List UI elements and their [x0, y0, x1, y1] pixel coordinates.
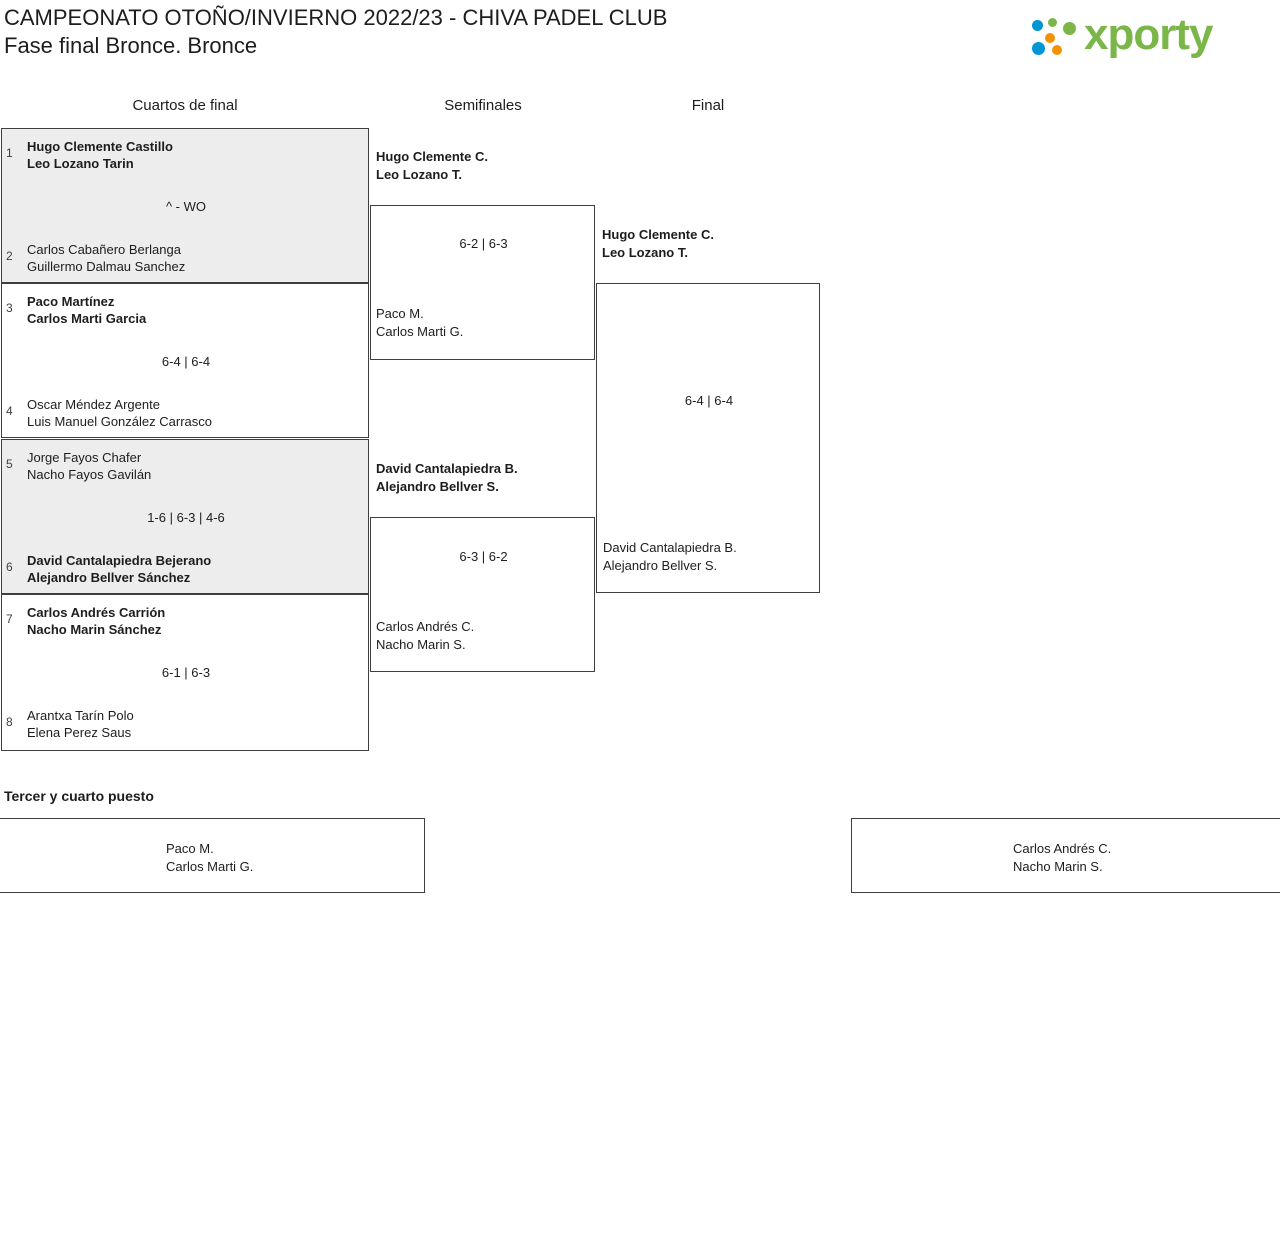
- team-player: Leo Lozano Tarin: [27, 156, 134, 171]
- seed-number: 8: [6, 715, 13, 729]
- seed-number: 5: [6, 457, 13, 471]
- team-player: Leo Lozano T.: [376, 167, 462, 182]
- team-player: Paco M.: [166, 841, 214, 856]
- team-player: Paco M.: [376, 306, 424, 321]
- title-block: [4, 4, 667, 60]
- xporty-logo[interactable]: [1032, 8, 1262, 68]
- team-player: Nacho Marin S.: [376, 637, 466, 652]
- team-player: Carlos Andrés C.: [376, 619, 475, 634]
- page-title: CAMPEONATO OTOÑO/INVIERNO 2022/23 - CHIVA PADEL CLUB: [4, 5, 668, 30]
- logo-text: xporty: [1084, 10, 1213, 59]
- seed-number: 1: [6, 146, 13, 160]
- team-player: Jorge Fayos Chafer: [27, 450, 142, 465]
- match-score: 6-4 | 6-4: [161, 354, 211, 369]
- team-player: Leo Lozano T.: [602, 245, 688, 260]
- match-score: 6-1 | 6-3: [161, 665, 211, 680]
- team-player: David Cantalapiedra Bejerano: [27, 553, 212, 568]
- match-score: 6-2 | 6-3: [459, 236, 508, 251]
- team-player: Carlos Marti G.: [376, 324, 464, 339]
- round-header-semifinals: Semifinales: [444, 97, 522, 114]
- team-player: Carlos Marti Garcia: [27, 311, 147, 326]
- match-box-qf4[interactable]: [1, 594, 369, 751]
- team-player: Nacho Fayos Gavilán: [27, 467, 152, 482]
- match-box-qf3[interactable]: [1, 439, 369, 594]
- team-player: Hugo Clemente Castillo: [27, 139, 173, 154]
- seed-number: 4: [6, 404, 13, 418]
- seed-number: 2: [6, 249, 13, 263]
- team-player: Hugo Clemente C.: [376, 149, 488, 164]
- match-score: 1-6 | 6-3 | 4-6: [147, 510, 225, 525]
- page-subtitle: Fase final Bronce. Bronce: [4, 33, 258, 58]
- team-player: Elena Perez Saus: [27, 725, 132, 740]
- match-score: 6-3 | 6-2: [459, 549, 508, 564]
- team-player: Oscar Méndez Argente: [27, 397, 160, 412]
- match-box-third-place-right[interactable]: [851, 818, 1280, 893]
- match-box-sf2[interactable]: [370, 517, 595, 672]
- team-player: Nacho Marin Sánchez: [27, 622, 162, 637]
- team-player: Carlos Marti G.: [166, 859, 254, 874]
- team-player: Alejandro Bellver S.: [376, 479, 499, 494]
- team-player: Paco Martínez: [27, 294, 115, 309]
- team-player: Alejandro Bellver Sánchez: [27, 570, 191, 585]
- team-player: Luis Manuel González Carrasco: [27, 414, 212, 429]
- match-box-final[interactable]: [596, 283, 820, 593]
- team-player: Hugo Clemente C.: [602, 227, 714, 242]
- match-box-third-place-left[interactable]: [0, 818, 425, 893]
- team-player: David Cantalapiedra B.: [376, 461, 518, 476]
- team-player: Carlos Andrés Carrión: [27, 605, 166, 620]
- match-box-qf1[interactable]: [1, 128, 369, 283]
- logo-dots-icon: [1032, 18, 1080, 60]
- seed-number: 6: [6, 560, 13, 574]
- team-player: Arantxa Tarín Polo: [27, 708, 134, 723]
- team-player: Carlos Cabañero Berlanga: [27, 242, 181, 257]
- round-header-quarterfinals: Cuartos de final: [132, 97, 238, 114]
- team-player: Alejandro Bellver S.: [603, 558, 718, 573]
- match-box-sf1[interactable]: [370, 205, 595, 360]
- seed-number: 7: [6, 612, 13, 626]
- seed-number: 3: [6, 301, 13, 315]
- match-box-qf2[interactable]: [1, 283, 369, 438]
- team-player: Carlos Andrés C.: [1013, 841, 1112, 856]
- team-player: Guillermo Dalmau Sanchez: [27, 259, 186, 274]
- match-score: ^ - WO: [165, 199, 207, 214]
- round-header-final: Final: [691, 97, 725, 114]
- page-header: [0, 0, 1280, 80]
- team-player: Nacho Marin S.: [1013, 859, 1103, 874]
- team-player: David Cantalapiedra B.: [603, 540, 737, 555]
- third-place-title: Tercer y cuarto puesto: [4, 788, 154, 804]
- match-score: 6-4 | 6-4: [684, 393, 734, 408]
